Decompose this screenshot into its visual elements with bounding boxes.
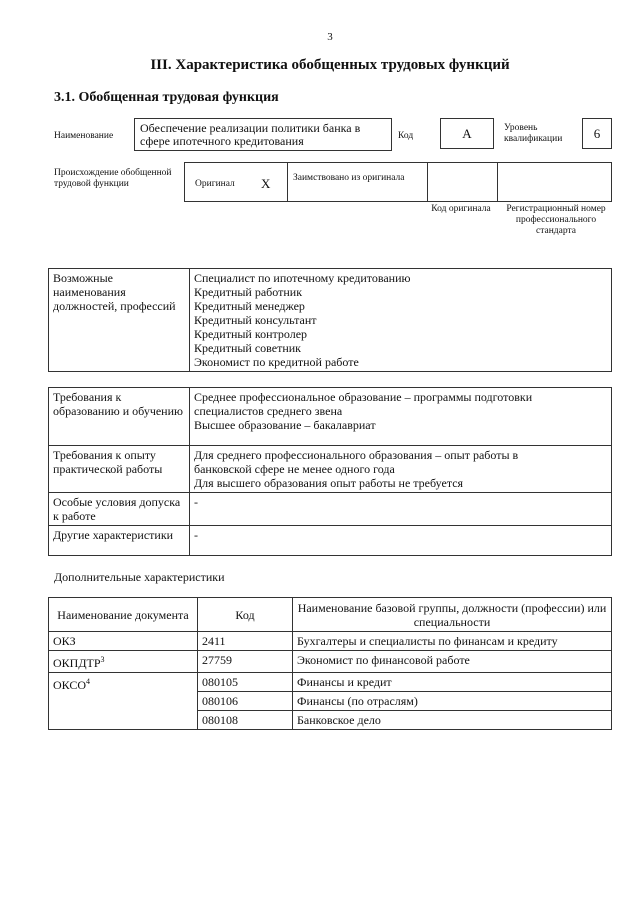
position-item: Кредитный советник <box>194 341 302 355</box>
name-label: Наименование <box>54 131 114 141</box>
doc-footnote: 3 <box>100 655 105 664</box>
code-cell: 2411 <box>198 632 293 651</box>
position-item: Кредитный менеджер <box>194 299 305 313</box>
position-item: Экономист по кредитной работе <box>194 355 359 369</box>
position-item: Кредитный работник <box>194 285 303 299</box>
section-title: III. Характеристика обобщенных трудовых функций <box>150 57 510 73</box>
name-cell: Финансы (по отраслям) <box>293 692 612 711</box>
code-value: А <box>440 118 494 149</box>
conditions-value: - <box>190 493 612 526</box>
origin-label: Происхождение обобщенной трудовой функции <box>54 168 172 189</box>
education-value <box>190 388 612 446</box>
doc-name: ОКПДТР <box>53 656 101 670</box>
name-cell: Бухгалтеры и специалисты по финансам и кредиту <box>293 632 612 651</box>
education-line: Высшее образование – бакалавриат <box>194 418 376 432</box>
doc-cell <box>49 673 198 730</box>
other-value: - <box>190 526 612 556</box>
reg-number-caption: Регистрационный номер профессионального стандарта <box>506 204 606 236</box>
additional-table <box>48 597 612 730</box>
position-item: Кредитный контролер <box>194 327 308 341</box>
name-cell: Финансы и кредит <box>293 673 612 692</box>
code-label: Код <box>398 131 414 141</box>
level-value: 6 <box>582 118 612 149</box>
original-mark: X <box>261 176 271 191</box>
experience-line: Для высшего образования опыт работы не требуется <box>194 476 464 490</box>
experience-label: Требования к опыту практической работы <box>49 446 190 493</box>
borrowed-label: Заимствовано из оригинала <box>293 173 405 183</box>
education-line: Среднее профессиональное образование – программы подготовки <box>194 390 533 404</box>
experience-line: Для среднего профессионального образования – опыт работы в <box>194 448 519 462</box>
level-label: Уровень квалификации <box>504 123 563 144</box>
subsection-title: 3.1. Обобщенная трудовая функция <box>54 90 279 105</box>
doc-name: ОКЗ <box>53 634 76 648</box>
position-item: Специалист по ипотечному кредитованию <box>194 271 411 285</box>
table-row <box>49 673 612 692</box>
experience-value <box>190 446 612 493</box>
experience-line: банковской сфере не менее одного года <box>194 462 395 476</box>
education-line: специалистов среднего звена <box>194 404 343 418</box>
name-value: Обеспечение реализации политики банка в сфере ипотечного кредитования <box>134 118 392 151</box>
doc-cell <box>49 632 198 651</box>
requirements-table <box>48 387 612 556</box>
code-cell: 27759 <box>198 651 293 673</box>
page-number: 3 <box>327 31 333 43</box>
col-name-header: Наименование базовой группы, должности (профессии) или специальности <box>293 598 612 632</box>
positions-list <box>190 269 612 372</box>
table-row <box>49 632 612 651</box>
name-cell: Экономист по финансовой работе <box>293 651 612 673</box>
original-label: Оригинал <box>195 179 235 189</box>
code-original-caption: Код оригинала <box>431 204 491 214</box>
positions-table <box>48 268 612 372</box>
col-doc-header: Наименование документа <box>49 598 198 632</box>
table-row <box>49 651 612 673</box>
doc-cell <box>49 651 198 673</box>
code-cell: 080108 <box>198 711 293 730</box>
name-cell: Банковское дело <box>293 711 612 730</box>
other-label: Другие характеристики <box>49 526 190 556</box>
col-code-header: Код <box>198 598 293 632</box>
position-item: Кредитный консультант <box>194 313 317 327</box>
origin-table <box>184 162 612 202</box>
education-label: Требования к образованию и обучению <box>49 388 190 446</box>
conditions-label: Особые условия допуска к работе <box>49 493 190 526</box>
positions-label: Возможные наименования должностей, профессий <box>49 269 190 372</box>
doc-footnote: 4 <box>86 677 91 686</box>
code-cell: 080106 <box>198 692 293 711</box>
code-cell: 080105 <box>198 673 293 692</box>
additional-title: Дополнительные характеристики <box>54 570 225 584</box>
doc-name: ОКСО <box>53 678 87 692</box>
